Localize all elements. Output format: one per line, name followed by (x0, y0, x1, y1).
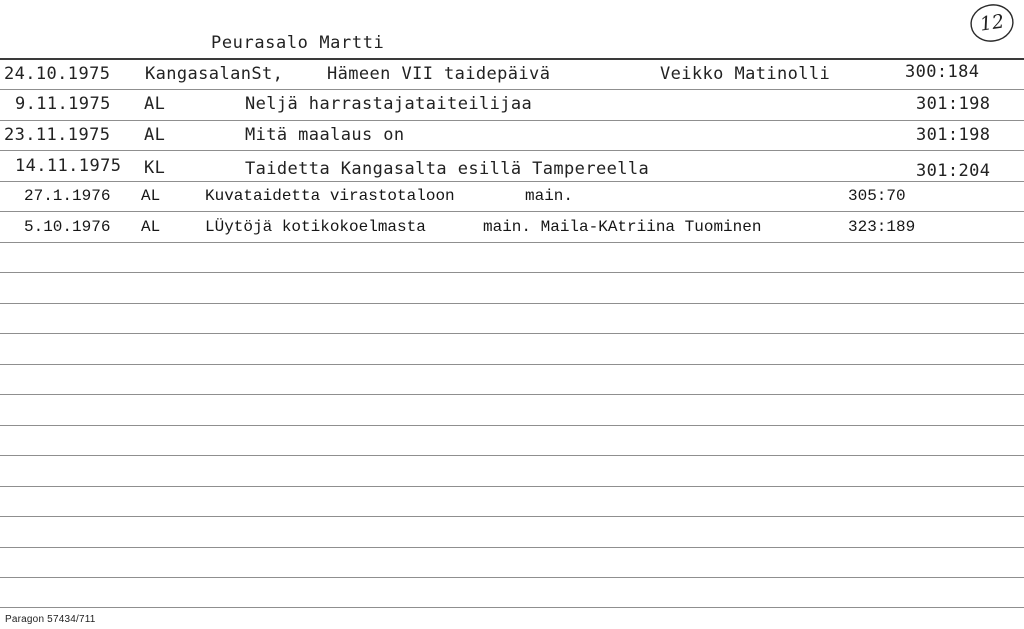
entry-ref: 301:198 (916, 125, 991, 145)
ruled-line (0, 89, 1024, 90)
entry-ref: 300:184 (905, 62, 980, 82)
entry-title: Kuvataidetta virastotaloon (205, 187, 455, 205)
entry-ref: 301:204 (916, 161, 991, 181)
ruled-line (0, 150, 1024, 151)
ruled-line (0, 272, 1024, 273)
entry-date: 24.10.1975 (4, 64, 111, 84)
entry-date: 27.1.1976 (24, 187, 111, 205)
entry-ref: 301:198 (916, 94, 991, 114)
card-name: Peurasalo Martti (211, 33, 385, 53)
ruled-line (0, 547, 1024, 548)
ruled-line (0, 181, 1024, 182)
entry-title: Hämeen VII taidepäivä (327, 64, 551, 84)
ruled-line (0, 607, 1024, 608)
entry-date: 5.10.1976 (24, 218, 111, 236)
ruled-line (0, 394, 1024, 395)
entry-date: 23.11.1975 (4, 125, 111, 145)
ruled-line (0, 120, 1024, 121)
ruled-line (0, 242, 1024, 243)
entry-author: Veikko Matinolli (660, 64, 831, 84)
ruled-line (0, 303, 1024, 304)
ruled-line (0, 333, 1024, 334)
print-imprint: Paragon 57434/711 (5, 614, 96, 625)
entry-title: LÜytöjä kotikokoelmasta (205, 218, 426, 236)
card-number: 12 (978, 10, 1006, 36)
ruled-line (0, 425, 1024, 426)
entry-title: Taidetta Kangasalta esillä Tampereella (245, 159, 650, 179)
header-rule (0, 58, 1024, 60)
ruled-line (0, 211, 1024, 212)
entry-paper: AL (144, 125, 166, 145)
ruled-line (0, 364, 1024, 365)
entry-title: Mitä maalaus on (245, 125, 405, 145)
entry-paper: KL (144, 158, 166, 178)
entry-ref: 305:70 (848, 187, 906, 205)
ruled-line (0, 455, 1024, 456)
card-number-circle (969, 3, 1015, 43)
ruled-line (0, 486, 1024, 487)
entry-paper: AL (141, 218, 161, 236)
ruled-line (0, 577, 1024, 578)
entry-note: main. (525, 187, 574, 205)
entry-note: main. Maila-KAtriina Tuominen (483, 218, 762, 236)
entry-date: 9.11.1975 (15, 94, 111, 114)
entry-date: 14.11.1975 (15, 156, 122, 176)
entry-paper: KangasalanSt, (145, 64, 284, 84)
entry-title: Neljä harrastajataiteilijaa (245, 94, 533, 114)
ruled-line (0, 516, 1024, 517)
entry-ref: 323:189 (848, 218, 916, 236)
entry-paper: AL (144, 94, 166, 114)
entry-paper: AL (141, 187, 161, 205)
